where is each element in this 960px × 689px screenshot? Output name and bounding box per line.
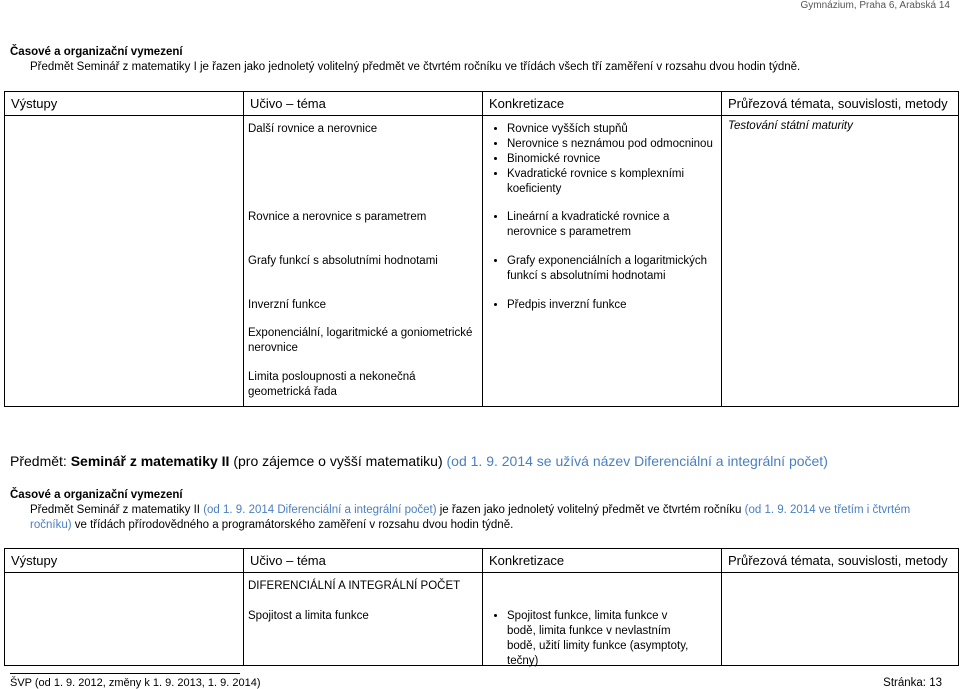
subject-title — [10, 453, 828, 469]
section-text — [30, 503, 952, 533]
crosscut-text: Testování státní maturity — [728, 120, 853, 132]
subject-note: (pro zájemce o vyšší matematiku) — [229, 453, 447, 469]
topic: Inverzní funkce — [248, 299, 326, 311]
text-run: je řazen jako jednoletý volitelný předmět ve čtvrtém ročníku — [436, 504, 745, 516]
section-heading: Časové a organizační vymezení — [10, 489, 183, 501]
text-run: ve třídách přírodovědného a programátorského zaměření v rozsahu dvou hodin týdně. — [71, 519, 514, 531]
detail-list — [487, 609, 691, 669]
list-item: • Lineární a kvadratické rovnice a nerovnice s parametrem — [507, 210, 717, 240]
list-item: • Spojitost funkce, limita funkce v bodě, limita funkce v nevlastním bodě, užití limity funkce (asymptoty, tečny) — [507, 609, 691, 669]
column-header: Konkretizace — [483, 549, 722, 573]
topic: Grafy funkcí s absolutními hodnotami — [248, 255, 438, 267]
footer-divider — [10, 673, 240, 674]
column-header: Průřezová témata, souvislosti, metody — [722, 92, 959, 116]
section-text: Předmět Seminář z matematiky I je řazen jako jednoletý volitelný předmět ve čtvrtém ročníku ve třídách všech tří zaměření v rozsahu dvou hodin týdně. — [30, 61, 801, 73]
detail-list — [487, 254, 717, 284]
list-item: • Binomické rovnice — [507, 152, 717, 167]
list-item: • Rovnice vyšších stupňů — [507, 122, 717, 137]
topics-cell — [244, 116, 483, 407]
column-header: Konkretizace — [483, 92, 722, 116]
details-cell — [483, 573, 722, 666]
column-header: Učivo – téma — [244, 549, 483, 573]
topic-header: DIFERENCIÁLNÍ A INTEGRÁLNÍ POČET — [248, 580, 461, 592]
page-header: Gymnázium, Praha 6, Arabská 14 — [800, 0, 950, 11]
text-run: Předmět Seminář z matematiky II — [30, 504, 204, 516]
curriculum-table-2 — [4, 548, 959, 666]
column-header: Výstupy — [5, 549, 244, 573]
details-cell — [483, 116, 722, 407]
detail-list — [487, 298, 717, 313]
subject-prefix: Předmět: — [10, 453, 71, 469]
outputs-cell — [5, 573, 244, 666]
column-header: Výstupy — [5, 92, 244, 116]
crosscut-cell — [722, 116, 959, 407]
crosscut-cell — [722, 573, 959, 666]
topic: Další rovnice a nerovnice — [248, 123, 378, 135]
column-header: Průřezová témata, souvislosti, metody — [722, 549, 959, 573]
topic: Limita posloupnosti a nekonečná geometrická řada — [248, 371, 416, 398]
subject-name: Seminář z matematiky II — [70, 453, 230, 469]
topics-cell — [244, 573, 483, 666]
list-item: • Předpis inverzní funkce — [507, 298, 717, 313]
text-run-blue: (od 1. 9. 2014 Diferenciální a integrální počet) — [203, 504, 437, 516]
detail-list — [487, 122, 717, 197]
curriculum-table-1 — [4, 91, 959, 407]
topic: Spojitost a limita funkce — [248, 610, 369, 622]
list-item: • Grafy exponenciálních a logaritmických funkcí s absolutními hodnotami — [507, 254, 717, 284]
topic: Rovnice a nerovnice s parametrem — [248, 211, 427, 223]
footer-version: ŠVP (od 1. 9. 2012, změny k 1. 9. 2013, 1. 9. 2014) — [10, 677, 261, 689]
subject-rename-note: (od 1. 9. 2014 se užívá název Diferenciální a integrální počet) — [446, 453, 828, 469]
column-header: Učivo – téma — [244, 92, 483, 116]
section-heading: Časové a organizační vymezení — [10, 46, 183, 58]
list-item: • Nerovnice s neznámou pod odmocninou — [507, 137, 717, 152]
outputs-cell — [5, 116, 244, 407]
text-run-blue: (od 1. 9. 2014 ve třetím i čtvrtém ročníku) — [30, 504, 911, 531]
detail-list — [487, 210, 717, 240]
list-item: • Kvadratické rovnice s komplexními koeficienty — [507, 167, 717, 197]
page-number: Stránka: 13 — [883, 677, 942, 689]
topic: Exponenciální, logaritmické a goniometrické nerovnice — [248, 327, 473, 354]
